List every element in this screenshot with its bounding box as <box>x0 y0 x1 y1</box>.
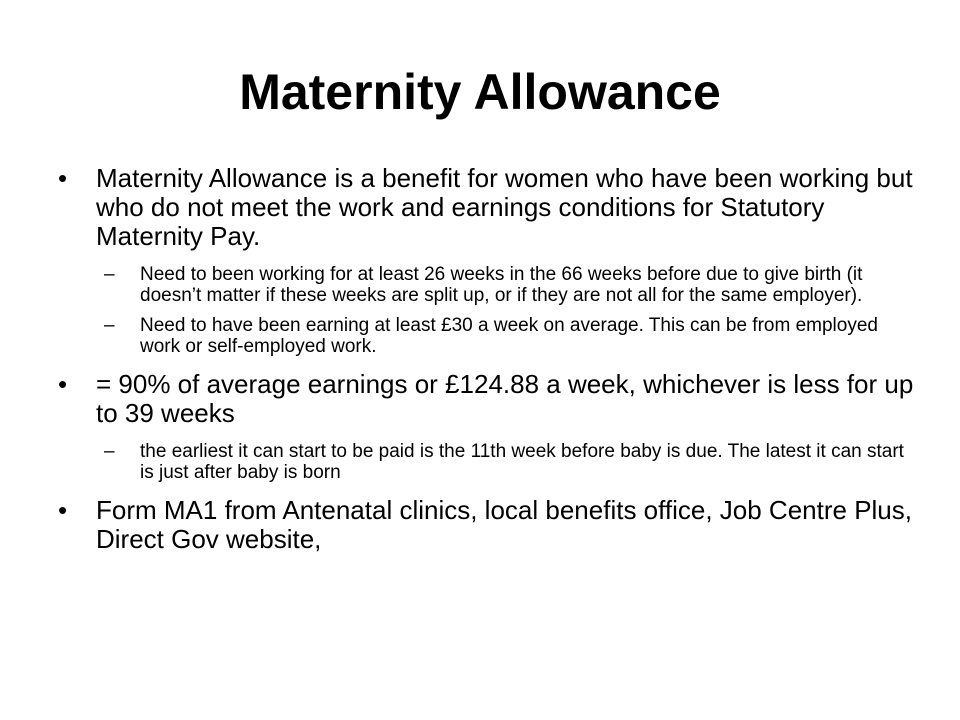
bullet-item <box>56 496 916 554</box>
bullet-text: Form MA1 from Antenatal clinics, local benefits office, Job Centre Plus, Direct Gov website, <box>96 495 912 554</box>
bullet-marker: • <box>58 369 68 399</box>
slide-title: Maternity Allowance <box>239 64 721 120</box>
dash-marker: – <box>104 315 115 336</box>
bullet-text: = 90% of average earnings or £124.88 a week, whichever is less for up to 39 weeks <box>96 369 914 428</box>
sub-bullet-text: Need to have been earning at least £30 a week on average. This can be from employed work or self-employed work. <box>140 315 878 357</box>
sub-bullet-item <box>56 441 916 483</box>
sub-bullet-item <box>56 264 916 306</box>
bullet-marker: • <box>58 495 68 525</box>
sub-bullet-item <box>56 315 916 357</box>
sub-bullet-text: the earliest it can start to be paid is the 11th week before baby is due. The latest it can start is just after baby is born <box>140 441 904 483</box>
slide-content <box>56 164 916 554</box>
bullet-item <box>56 164 916 251</box>
bullet-text: Maternity Allowance is a benefit for women who have been working but who do not meet the work and earnings conditions for Statutory Maternity Pay. <box>96 163 913 251</box>
dash-marker: – <box>104 264 115 285</box>
sub-bullet-text: Need to been working for at least 26 weeks in the 66 weeks before due to give birth (it doesn’t matter if these weeks are split up, or if they are not all for the same employer). <box>140 264 863 306</box>
bullet-marker: • <box>58 163 68 193</box>
bullet-item <box>56 370 916 428</box>
dash-marker: – <box>104 441 115 462</box>
